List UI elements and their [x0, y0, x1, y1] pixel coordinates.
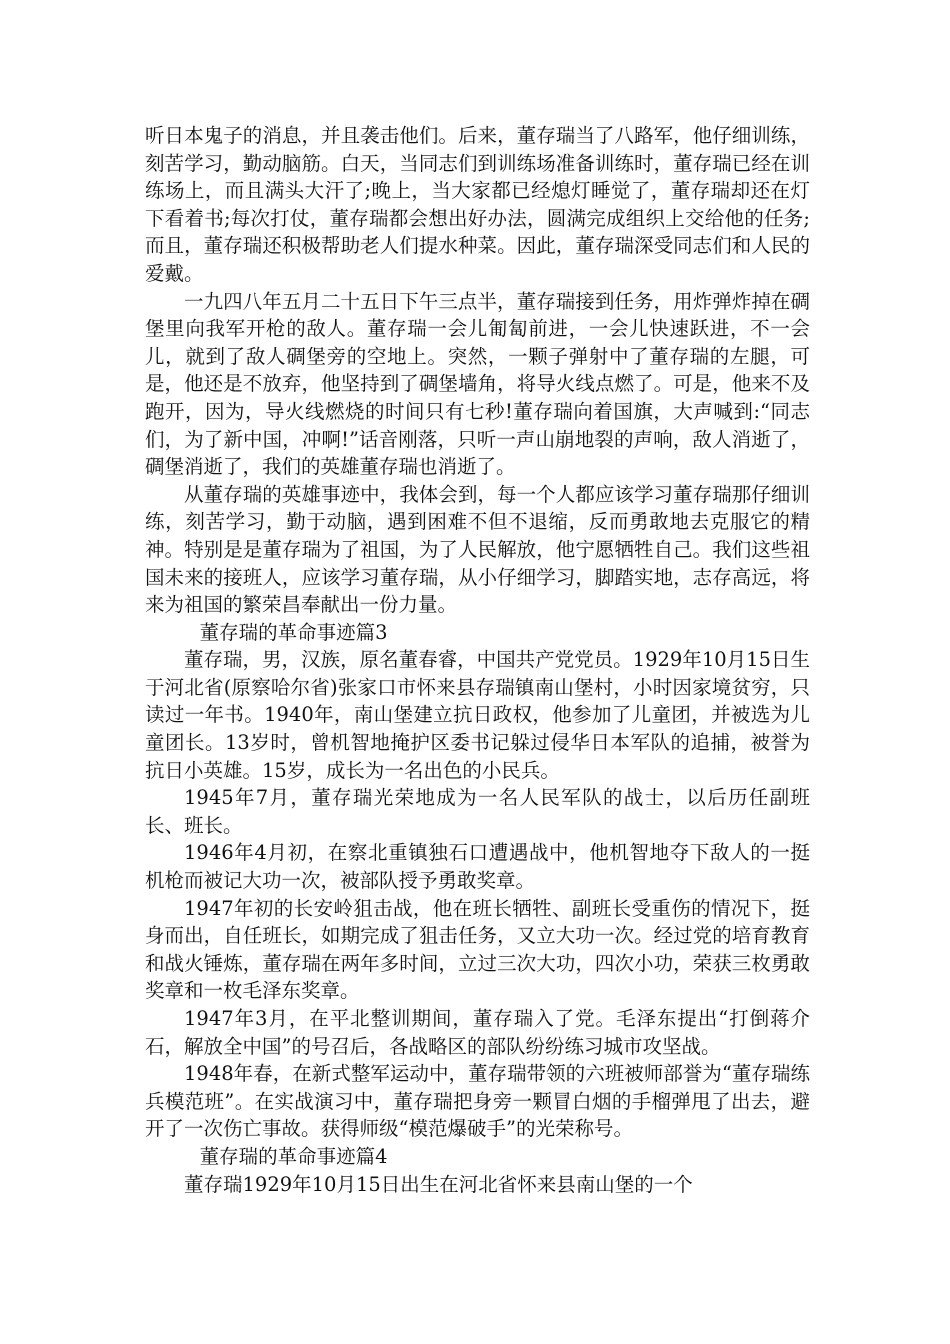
paragraph-1946: 1946年4月初，在察北重镇独石口遭遇战中，他机智地夺下敌人的一挺机枪而被记大功一次，被部队授予勇敢奖章。 [145, 841, 810, 893]
document-body [145, 122, 810, 1198]
paragraph-continued: 听日本鬼子的消息，并且袭击他们。后来，董存瑞当了八路军，他仔细训练，刻苦学习，勤动脑筋。白天，当同志们到训练场准备训练时，董存瑞已经在训练场上，而且满头大汗了;晚上，当大家都已经熄灯睡觉了，董存瑞却还在灯下看着书;每次打仗，董存瑞都会想出好办法，圆满完成组织上交给他的任务;而且，董存瑞还积极帮助老人们提水种菜。因此，董存瑞深受同志们和人民的爱戴。 [145, 124, 810, 285]
section-heading-4: 董存瑞的革命事迹篇4 [199, 1144, 388, 1168]
paragraph-1945: 1945年7月，董存瑞光荣地成为一名人民军队的战士，以后历任副班长、班长。 [145, 786, 810, 837]
paragraph-1947-battle: 1947年初的长安岭狙击战，他在班长牺牲、副班长受重伤的情况下，挺身而出，自任班长，如期完成了狙击任务，又立大功一次。经过党的培育教育和战火锤炼，董存瑞在两年多时间，立过三次大功，四次小功，荣获三枚勇敢奖章和一枚毛泽东奖章。 [145, 896, 810, 1003]
paragraph-assault: 一九四八年五月二十五日下午三点半，董存瑞接到任务，用炸弹炸掉在碉堡里向我军开枪的敌人。董存瑞一会儿匍匐前进，一会儿快速跃进，不一会儿，就到了敌人碉堡旁的空地上。突然，一颗子弹射中了董存瑞的左腿，可是，他还是不放弃，他坚持到了碉堡墙角，将导火线点燃了。可是，他来不及跑开，因为，导火线燃烧的时间只有七秒!董存瑞向着国旗，大声喊到:“同志们，为了新中国，冲啊!”话音刚落，只听一声山崩地裂的声响，敌人消逝了，碉堡消逝了，我们的英雄董存瑞也消逝了。 [145, 289, 810, 479]
paragraph-birth: 董存瑞1929年10月15日出生在河北省怀来县南山堡的一个 [184, 1172, 693, 1196]
paragraph-1948: 1948年春，在新式整军运动中，董存瑞带领的六班被师部誉为“董存瑞练兵模范班”。在实战演习中，董存瑞把身旁一颗冒白烟的手榴弹甩了出去，避开了一次伤亡事故。获得师级“模范爆破手”的光荣称号。 [145, 1062, 810, 1141]
paragraph-biography: 董存瑞，男，汉族，原名董春睿，中国共产党党员。1929年10月15日生于河北省(原察哈尔省)张家口市怀来县存瑞镇南山堡村，小时因家境贫穷，只读过一年书。1940年，南山堡建立抗日政权，他参加了儿童团，并被选为儿童团长。13岁时，曾机智地掩护区委书记躲过侵华日本军队的追捕，被誉为抗日小英雄。15岁，成长为一名出色的小民兵。 [145, 648, 810, 782]
paragraph-reflection: 从董存瑞的英雄事迹中，我体会到，每一个人都应该学习董存瑞那仔细训练，刻苦学习，勤于动脑，遇到困难不但不退缩，反而勇敢地去克服它的精神。特别是是董存瑞为了祖国，为了人民解放，他宁愿牺牲自己。我们这些祖国未来的接班人，应该学习董存瑞，从小仔细学习，脚踏实地，志存高远，将来为祖国的繁荣昌奉献出一份力量。 [145, 482, 810, 617]
paragraph-1947-party: 1947年3月，在平北整训期间，董存瑞入了党。毛泽东提出“打倒蒋介石，解放全中国”的号召后，各战略区的部队纷纷练习城市攻坚战。 [145, 1007, 810, 1058]
section-heading-3: 董存瑞的革命事迹篇3 [199, 620, 388, 644]
